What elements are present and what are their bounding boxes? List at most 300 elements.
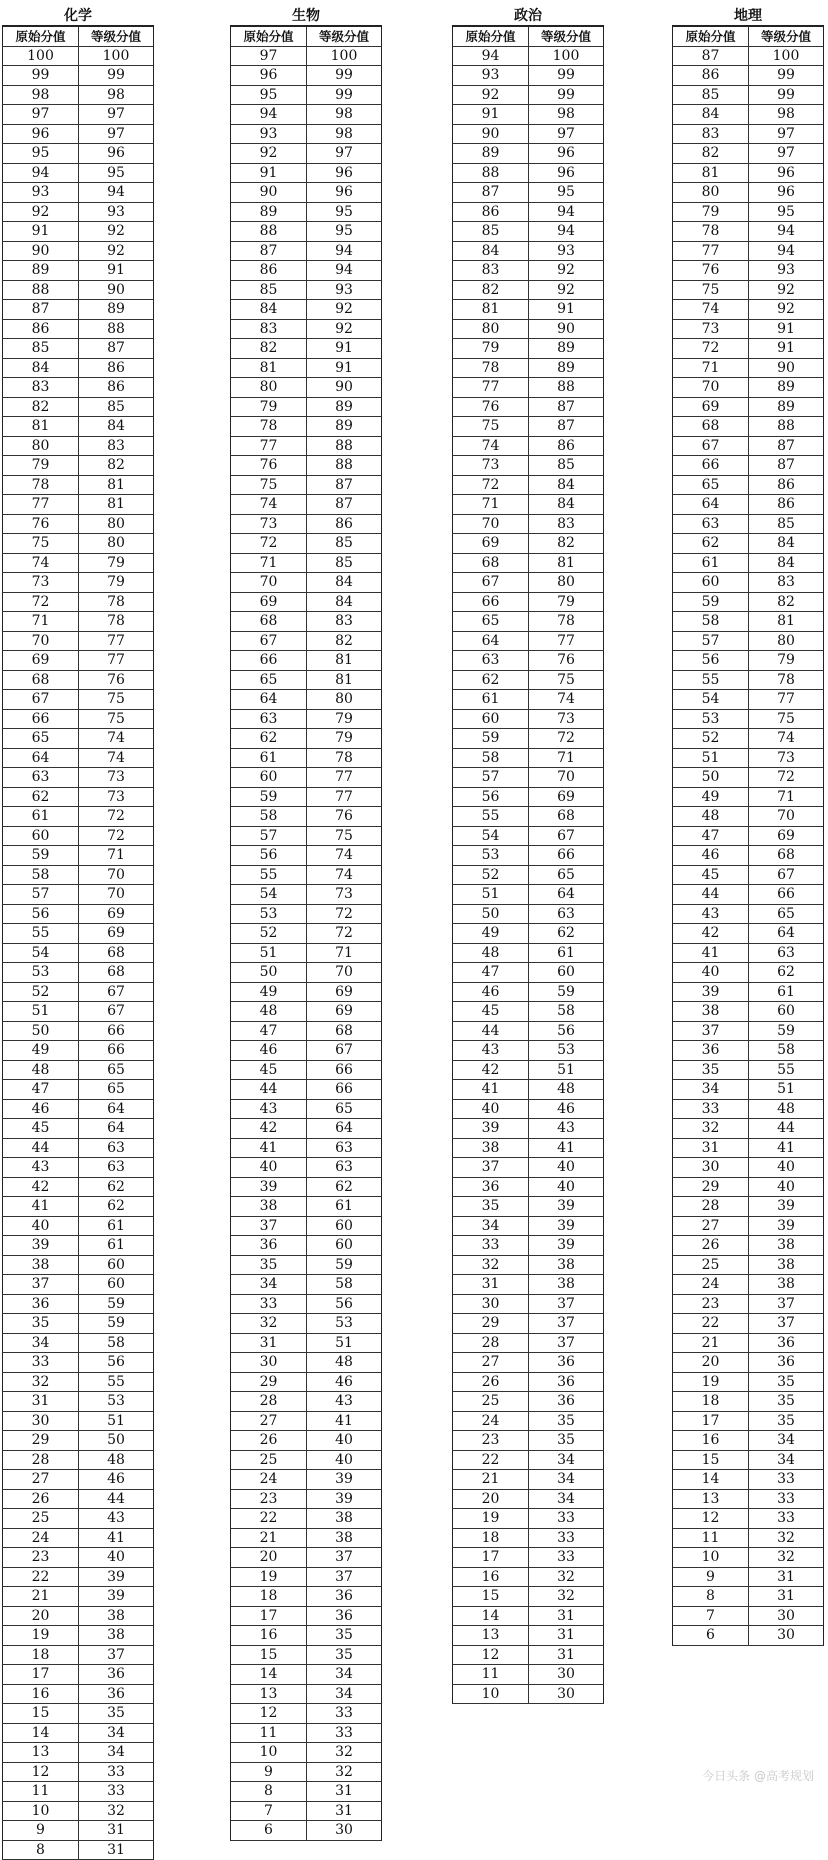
table-row xyxy=(2,1353,154,1373)
level-score-cell: 85 xyxy=(78,398,154,418)
raw-score-cell: 74 xyxy=(452,437,528,457)
raw-score-cell: 85 xyxy=(230,281,306,301)
raw-score-cell: 18 xyxy=(2,1646,78,1666)
table-row xyxy=(672,144,824,164)
level-score-cell: 38 xyxy=(78,1607,154,1627)
table-row xyxy=(230,495,382,515)
level-score-cell: 62 xyxy=(748,963,824,983)
raw-score-cell: 73 xyxy=(452,456,528,476)
column-header-raw: 原始分值 xyxy=(672,27,748,47)
level-score-cell: 70 xyxy=(78,866,154,886)
table-row xyxy=(230,554,382,574)
table-row xyxy=(452,1568,604,1588)
level-score-cell: 96 xyxy=(78,144,154,164)
table-row xyxy=(672,651,824,671)
raw-score-cell: 81 xyxy=(2,417,78,437)
level-score-cell: 86 xyxy=(78,378,154,398)
raw-score-cell: 68 xyxy=(2,671,78,691)
level-score-cell: 85 xyxy=(748,515,824,535)
table-row xyxy=(230,86,382,106)
level-score-cell: 31 xyxy=(528,1607,604,1627)
level-score-cell: 61 xyxy=(306,1197,382,1217)
raw-score-cell: 18 xyxy=(230,1587,306,1607)
table-row xyxy=(452,495,604,515)
raw-score-cell: 77 xyxy=(672,242,748,262)
table-row xyxy=(230,1743,382,1763)
raw-score-cell: 13 xyxy=(672,1490,748,1510)
table-row xyxy=(2,1061,154,1081)
table-row xyxy=(230,710,382,730)
raw-score-cell: 80 xyxy=(2,437,78,457)
table-row xyxy=(2,476,154,496)
table-row xyxy=(452,1139,604,1159)
raw-score-cell: 33 xyxy=(2,1353,78,1373)
raw-score-cell: 48 xyxy=(230,1002,306,1022)
raw-score-cell: 87 xyxy=(2,300,78,320)
level-score-cell: 86 xyxy=(528,437,604,457)
table-row xyxy=(230,1626,382,1646)
table-row xyxy=(2,1470,154,1490)
raw-score-cell: 63 xyxy=(672,515,748,535)
raw-score-cell: 66 xyxy=(452,593,528,613)
raw-score-cell: 72 xyxy=(452,476,528,496)
table-row xyxy=(672,183,824,203)
level-score-cell: 31 xyxy=(528,1626,604,1646)
level-score-cell: 76 xyxy=(528,651,604,671)
raw-score-cell: 55 xyxy=(2,924,78,944)
level-score-cell: 60 xyxy=(748,1002,824,1022)
raw-score-cell: 79 xyxy=(452,339,528,359)
level-score-cell: 86 xyxy=(748,495,824,515)
level-score-cell: 32 xyxy=(528,1568,604,1588)
level-score-cell: 93 xyxy=(306,281,382,301)
raw-score-cell: 64 xyxy=(230,690,306,710)
raw-score-cell: 25 xyxy=(672,1256,748,1276)
level-score-cell: 93 xyxy=(78,203,154,223)
level-score-cell: 76 xyxy=(306,807,382,827)
raw-score-cell: 65 xyxy=(672,476,748,496)
raw-score-cell: 88 xyxy=(230,222,306,242)
level-score-cell: 31 xyxy=(748,1587,824,1607)
raw-score-cell: 70 xyxy=(230,573,306,593)
table-row xyxy=(230,398,382,418)
level-score-cell: 33 xyxy=(306,1704,382,1724)
raw-score-cell: 75 xyxy=(2,534,78,554)
level-score-cell: 86 xyxy=(306,515,382,535)
raw-score-cell: 46 xyxy=(2,1100,78,1120)
table-row xyxy=(230,1041,382,1061)
raw-score-cell: 61 xyxy=(230,749,306,769)
raw-score-cell: 83 xyxy=(672,125,748,145)
level-score-cell: 69 xyxy=(306,1002,382,1022)
table-row xyxy=(452,1275,604,1295)
level-score-cell: 32 xyxy=(748,1529,824,1549)
level-score-cell: 51 xyxy=(306,1334,382,1354)
raw-score-cell: 62 xyxy=(672,534,748,554)
level-score-cell: 37 xyxy=(528,1314,604,1334)
level-score-cell: 83 xyxy=(306,612,382,632)
level-score-cell: 30 xyxy=(306,1821,382,1841)
level-score-cell: 95 xyxy=(78,164,154,184)
level-score-cell: 70 xyxy=(748,807,824,827)
table-row xyxy=(230,671,382,691)
level-score-cell: 70 xyxy=(528,768,604,788)
table-row xyxy=(2,1724,154,1744)
level-score-cell: 34 xyxy=(78,1743,154,1763)
table-row xyxy=(2,554,154,574)
table-row xyxy=(230,378,382,398)
level-score-cell: 78 xyxy=(748,671,824,691)
raw-score-cell: 24 xyxy=(230,1470,306,1490)
level-score-cell: 35 xyxy=(78,1704,154,1724)
table-row xyxy=(672,1061,824,1081)
table-row xyxy=(2,47,154,67)
level-score-cell: 87 xyxy=(306,495,382,515)
table-row xyxy=(672,1022,824,1042)
table-row xyxy=(230,476,382,496)
raw-score-cell: 93 xyxy=(2,183,78,203)
level-score-cell: 40 xyxy=(306,1431,382,1451)
table-row xyxy=(2,885,154,905)
table-row xyxy=(230,1080,382,1100)
level-score-cell: 68 xyxy=(78,944,154,964)
table-row xyxy=(452,729,604,749)
raw-score-cell: 67 xyxy=(2,690,78,710)
table-row xyxy=(2,378,154,398)
level-score-cell: 39 xyxy=(748,1217,824,1237)
level-score-cell: 72 xyxy=(528,729,604,749)
level-score-cell: 96 xyxy=(528,164,604,184)
raw-score-cell: 17 xyxy=(230,1607,306,1627)
level-score-cell: 99 xyxy=(78,66,154,86)
level-score-cell: 48 xyxy=(748,1100,824,1120)
table-row xyxy=(230,1821,382,1841)
raw-score-cell: 24 xyxy=(672,1275,748,1295)
raw-score-cell: 59 xyxy=(230,788,306,808)
raw-score-cell: 50 xyxy=(230,963,306,983)
table-row xyxy=(452,1373,604,1393)
table-row xyxy=(2,1451,154,1471)
level-score-cell: 69 xyxy=(306,983,382,1003)
level-score-cell: 62 xyxy=(78,1197,154,1217)
raw-score-cell: 40 xyxy=(2,1217,78,1237)
raw-score-cell: 76 xyxy=(452,398,528,418)
table-row xyxy=(2,398,154,418)
table-row xyxy=(230,1119,382,1139)
level-score-cell: 85 xyxy=(528,456,604,476)
raw-score-cell: 20 xyxy=(2,1607,78,1627)
raw-score-cell: 17 xyxy=(672,1412,748,1432)
raw-score-cell: 39 xyxy=(230,1178,306,1198)
watermark: 今日头条 @高考规划 xyxy=(702,1767,814,1784)
table-row xyxy=(452,632,604,652)
column-header-row xyxy=(230,27,382,47)
raw-score-cell: 63 xyxy=(2,768,78,788)
level-score-cell: 92 xyxy=(78,222,154,242)
raw-score-cell: 28 xyxy=(2,1451,78,1471)
raw-score-cell: 50 xyxy=(2,1022,78,1042)
raw-score-cell: 48 xyxy=(2,1061,78,1081)
raw-score-cell: 27 xyxy=(230,1412,306,1432)
raw-score-cell: 10 xyxy=(672,1548,748,1568)
table-row xyxy=(230,47,382,67)
level-score-cell: 99 xyxy=(748,86,824,106)
level-score-cell: 88 xyxy=(306,456,382,476)
level-score-cell: 90 xyxy=(306,378,382,398)
table-row xyxy=(230,164,382,184)
raw-score-cell: 26 xyxy=(2,1490,78,1510)
raw-score-cell: 32 xyxy=(672,1119,748,1139)
raw-score-cell: 84 xyxy=(452,242,528,262)
level-score-cell: 38 xyxy=(748,1275,824,1295)
raw-score-cell: 86 xyxy=(230,261,306,281)
raw-score-cell: 46 xyxy=(452,983,528,1003)
table-row xyxy=(452,1022,604,1042)
table-row xyxy=(452,1236,604,1256)
raw-score-cell: 56 xyxy=(672,651,748,671)
level-score-cell: 53 xyxy=(78,1392,154,1412)
table-row xyxy=(452,1041,604,1061)
raw-score-cell: 26 xyxy=(230,1431,306,1451)
raw-score-cell: 64 xyxy=(672,495,748,515)
level-score-cell: 37 xyxy=(306,1568,382,1588)
level-score-cell: 39 xyxy=(528,1236,604,1256)
level-score-cell: 90 xyxy=(78,281,154,301)
level-score-cell: 43 xyxy=(306,1392,382,1412)
table-row xyxy=(230,749,382,769)
level-score-cell: 84 xyxy=(306,573,382,593)
table-row xyxy=(452,612,604,632)
raw-score-cell: 69 xyxy=(672,398,748,418)
level-score-cell: 93 xyxy=(748,261,824,281)
level-score-cell: 63 xyxy=(306,1158,382,1178)
level-score-cell: 97 xyxy=(306,144,382,164)
table-row xyxy=(452,1314,604,1334)
table-row xyxy=(452,534,604,554)
level-score-cell: 61 xyxy=(528,944,604,964)
table-row xyxy=(672,1041,824,1061)
level-score-cell: 51 xyxy=(78,1412,154,1432)
level-score-cell: 72 xyxy=(306,924,382,944)
level-score-cell: 48 xyxy=(78,1451,154,1471)
raw-score-cell: 82 xyxy=(2,398,78,418)
raw-score-cell: 34 xyxy=(452,1217,528,1237)
table-row xyxy=(230,768,382,788)
table-row xyxy=(230,242,382,262)
raw-score-cell: 80 xyxy=(452,320,528,340)
raw-score-cell: 42 xyxy=(2,1178,78,1198)
level-score-cell: 81 xyxy=(748,612,824,632)
raw-score-cell: 74 xyxy=(672,300,748,320)
table-row xyxy=(230,690,382,710)
table-row xyxy=(672,515,824,535)
table-row xyxy=(672,1373,824,1393)
table-row xyxy=(230,534,382,554)
level-score-cell: 35 xyxy=(528,1412,604,1432)
level-score-cell: 59 xyxy=(748,1022,824,1042)
raw-score-cell: 10 xyxy=(2,1802,78,1822)
level-score-cell: 73 xyxy=(78,788,154,808)
table-row xyxy=(230,417,382,437)
raw-score-cell: 25 xyxy=(2,1509,78,1529)
subject-title: 地理 xyxy=(672,7,824,27)
level-score-cell: 35 xyxy=(306,1626,382,1646)
raw-score-cell: 9 xyxy=(230,1763,306,1783)
table-row xyxy=(452,671,604,691)
raw-score-cell: 35 xyxy=(672,1061,748,1081)
table-row xyxy=(452,554,604,574)
raw-score-cell: 73 xyxy=(672,320,748,340)
level-score-cell: 70 xyxy=(306,963,382,983)
level-score-cell: 84 xyxy=(528,495,604,515)
level-score-cell: 78 xyxy=(306,749,382,769)
raw-score-cell: 79 xyxy=(230,398,306,418)
raw-score-cell: 83 xyxy=(452,261,528,281)
raw-score-cell: 6 xyxy=(672,1626,748,1646)
level-score-cell: 51 xyxy=(528,1061,604,1081)
raw-score-cell: 29 xyxy=(452,1314,528,1334)
table-row xyxy=(2,749,154,769)
level-score-cell: 87 xyxy=(78,339,154,359)
raw-score-cell: 8 xyxy=(672,1587,748,1607)
table-row xyxy=(2,1431,154,1451)
level-score-cell: 94 xyxy=(528,203,604,223)
level-score-cell: 31 xyxy=(306,1782,382,1802)
raw-score-cell: 64 xyxy=(452,632,528,652)
table-row xyxy=(452,1256,604,1276)
raw-score-cell: 30 xyxy=(672,1158,748,1178)
level-score-cell: 99 xyxy=(748,66,824,86)
raw-score-cell: 38 xyxy=(2,1256,78,1276)
level-score-cell: 77 xyxy=(306,768,382,788)
level-score-cell: 33 xyxy=(528,1529,604,1549)
raw-score-cell: 56 xyxy=(230,846,306,866)
level-score-cell: 87 xyxy=(748,456,824,476)
table-row xyxy=(672,1178,824,1198)
raw-score-cell: 7 xyxy=(230,1802,306,1822)
raw-score-cell: 14 xyxy=(230,1665,306,1685)
table-row xyxy=(2,983,154,1003)
table-row xyxy=(230,944,382,964)
raw-score-cell: 91 xyxy=(230,164,306,184)
table-row xyxy=(230,1724,382,1744)
table-row xyxy=(230,1646,382,1666)
table-row xyxy=(672,983,824,1003)
level-score-cell: 34 xyxy=(748,1451,824,1471)
level-score-cell: 55 xyxy=(78,1373,154,1393)
level-score-cell: 92 xyxy=(748,281,824,301)
table-row xyxy=(452,1392,604,1412)
table-row xyxy=(2,242,154,262)
raw-score-cell: 50 xyxy=(672,768,748,788)
raw-score-cell: 41 xyxy=(452,1080,528,1100)
subject-title: 生物 xyxy=(230,7,382,27)
table-row xyxy=(2,105,154,125)
table-row xyxy=(452,242,604,262)
level-score-cell: 31 xyxy=(528,1646,604,1666)
raw-score-cell: 13 xyxy=(2,1743,78,1763)
raw-score-cell: 93 xyxy=(230,125,306,145)
level-score-cell: 79 xyxy=(78,573,154,593)
raw-score-cell: 71 xyxy=(452,495,528,515)
level-score-cell: 39 xyxy=(748,1197,824,1217)
table-row xyxy=(672,768,824,788)
raw-score-cell: 29 xyxy=(672,1178,748,1198)
table-row xyxy=(672,1158,824,1178)
table-row xyxy=(230,593,382,613)
table-row xyxy=(230,1704,382,1724)
raw-score-cell: 44 xyxy=(452,1022,528,1042)
level-score-cell: 75 xyxy=(78,710,154,730)
table-row xyxy=(2,125,154,145)
raw-score-cell: 8 xyxy=(2,1841,78,1860)
table-row xyxy=(230,1178,382,1198)
raw-score-cell: 59 xyxy=(2,846,78,866)
table-row xyxy=(230,281,382,301)
level-score-cell: 64 xyxy=(748,924,824,944)
table-row xyxy=(672,1529,824,1549)
table-row xyxy=(452,1412,604,1432)
level-score-cell: 81 xyxy=(78,495,154,515)
raw-score-cell: 6 xyxy=(230,1821,306,1841)
level-score-cell: 96 xyxy=(748,164,824,184)
table-row xyxy=(2,339,154,359)
level-score-cell: 96 xyxy=(306,183,382,203)
table-row xyxy=(2,1275,154,1295)
table-row xyxy=(452,944,604,964)
table-row xyxy=(2,1529,154,1549)
level-score-cell: 34 xyxy=(528,1470,604,1490)
level-score-cell: 58 xyxy=(306,1275,382,1295)
level-score-cell: 37 xyxy=(748,1314,824,1334)
level-score-cell: 35 xyxy=(306,1646,382,1666)
table-row xyxy=(452,1334,604,1354)
subject-title: 政治 xyxy=(452,7,604,27)
raw-score-cell: 11 xyxy=(2,1782,78,1802)
raw-score-cell: 80 xyxy=(672,183,748,203)
raw-score-cell: 58 xyxy=(230,807,306,827)
level-score-cell: 97 xyxy=(748,125,824,145)
table-row xyxy=(2,807,154,827)
raw-score-cell: 11 xyxy=(230,1724,306,1744)
table-row xyxy=(2,1022,154,1042)
level-score-cell: 70 xyxy=(78,885,154,905)
table-row xyxy=(2,300,154,320)
raw-score-cell: 77 xyxy=(230,437,306,457)
table-row xyxy=(230,1139,382,1159)
table-row xyxy=(2,1665,154,1685)
raw-score-cell: 37 xyxy=(2,1275,78,1295)
table-row xyxy=(230,632,382,652)
raw-score-cell: 52 xyxy=(2,983,78,1003)
raw-score-cell: 78 xyxy=(452,359,528,379)
raw-score-cell: 16 xyxy=(452,1568,528,1588)
table-row xyxy=(2,456,154,476)
table-row xyxy=(2,827,154,847)
raw-score-cell: 47 xyxy=(2,1080,78,1100)
table-row xyxy=(452,1685,604,1705)
level-score-cell: 39 xyxy=(306,1470,382,1490)
level-score-cell: 84 xyxy=(528,476,604,496)
level-score-cell: 32 xyxy=(306,1763,382,1783)
table-row xyxy=(452,651,604,671)
raw-score-cell: 47 xyxy=(452,963,528,983)
level-score-cell: 56 xyxy=(528,1022,604,1042)
raw-score-cell: 82 xyxy=(452,281,528,301)
level-score-cell: 89 xyxy=(748,398,824,418)
raw-score-cell: 23 xyxy=(2,1548,78,1568)
raw-score-cell: 69 xyxy=(2,651,78,671)
